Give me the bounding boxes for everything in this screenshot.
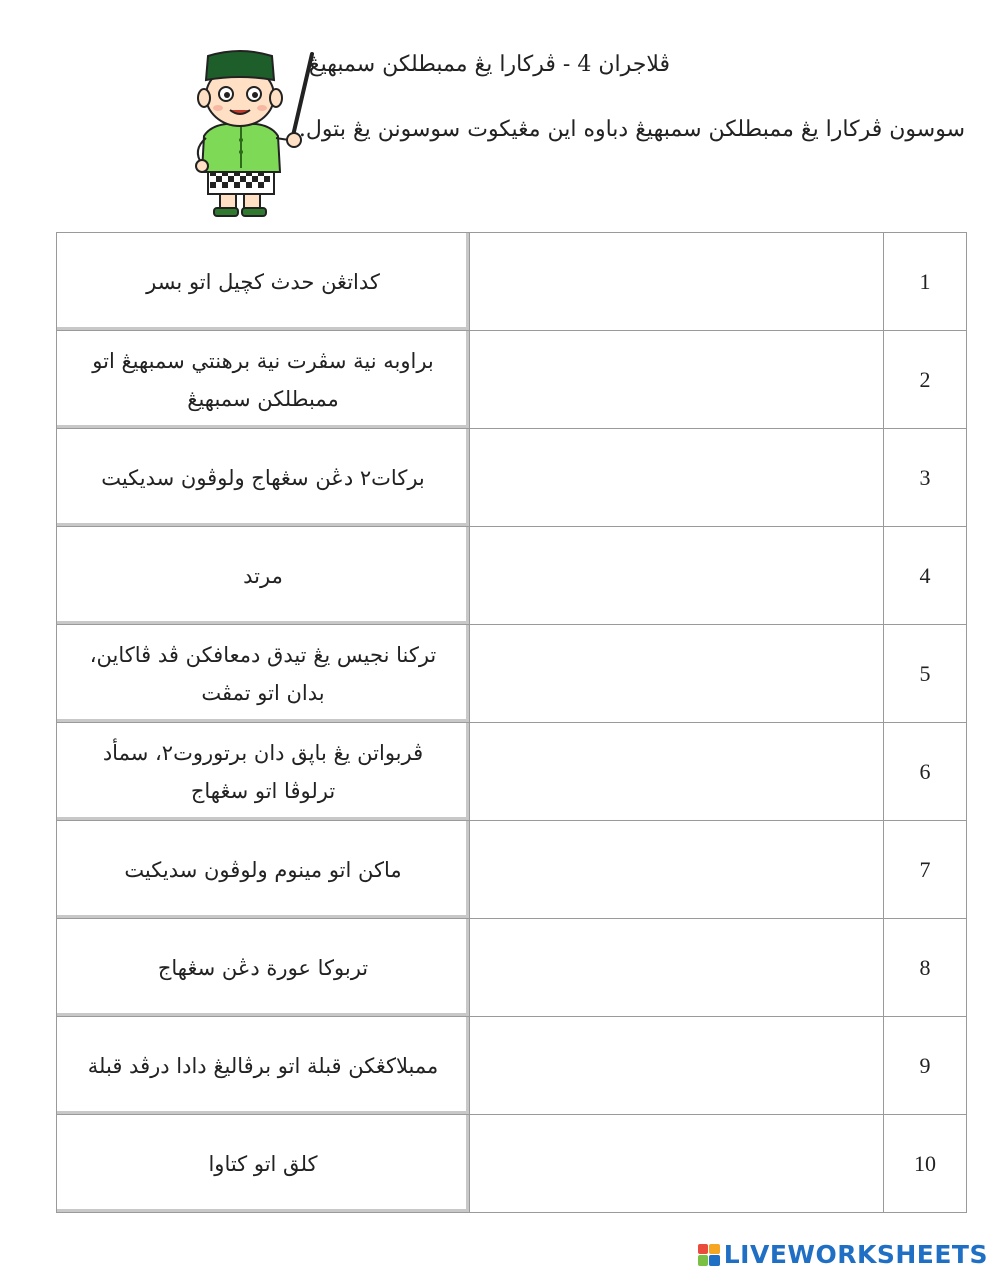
row-number: 9: [884, 1017, 967, 1115]
table-row: [57, 527, 967, 625]
row-number: 1: [884, 233, 967, 331]
answer-dropzone[interactable]: [470, 1115, 884, 1213]
worksheet-header: [0, 0, 1000, 225]
answer-dropzone[interactable]: [470, 821, 884, 919]
answer-input[interactable]: [470, 919, 887, 1016]
row-number: 6: [884, 723, 967, 821]
answer-dropzone[interactable]: [470, 625, 884, 723]
item-text[interactable]: تركنا نجيس يڠ تيدق دمعافكن ڤد ڤاكاين، بدان اتو تمڤت: [57, 625, 470, 723]
row-number: 3: [884, 429, 967, 527]
item-text[interactable]: بركات٢ دڠن سڠهاج ولوڤون سديكيت: [57, 429, 470, 527]
liveworksheets-logo[interactable]: [698, 1240, 988, 1269]
answer-input[interactable]: [470, 1115, 887, 1212]
item-text[interactable]: كلق اتو كتاوا: [57, 1115, 470, 1213]
item-text[interactable]: ماكن اتو مينوم ولوڤون سديكيت: [57, 821, 470, 919]
answer-dropzone[interactable]: [470, 233, 884, 331]
worksheet-title: ڤلاجران 4 - ڤركارا يڠ ممبطلكن سمبهيڠ: [308, 52, 670, 77]
answer-dropzone[interactable]: [470, 527, 884, 625]
item-text[interactable]: كداتڠن حدث كچيل اتو بسر: [57, 233, 470, 331]
answer-input[interactable]: [470, 821, 887, 918]
answer-input[interactable]: [470, 233, 887, 330]
table-row: [57, 429, 967, 527]
row-number: 5: [884, 625, 967, 723]
table-row: [57, 331, 967, 429]
answer-dropzone[interactable]: [470, 1017, 884, 1115]
row-number: 7: [884, 821, 967, 919]
table-row: [57, 723, 967, 821]
answer-dropzone[interactable]: [470, 919, 884, 1017]
answer-input[interactable]: [470, 331, 887, 428]
answer-input[interactable]: [470, 1017, 887, 1114]
answer-input[interactable]: [470, 527, 887, 624]
item-text[interactable]: ڤربواتن يڠ باپق دان برتوروت٢، سمأد ترلوڤا اتو سڠهاج: [57, 723, 470, 821]
answer-input[interactable]: [470, 429, 887, 526]
table-row: [57, 1115, 967, 1213]
row-number: 2: [884, 331, 967, 429]
liveworksheets-logo-icon: [698, 1244, 720, 1266]
logo-text: LIVEWORKSHEETS: [723, 1240, 988, 1269]
row-number: 8: [884, 919, 967, 1017]
table-row: [57, 919, 967, 1017]
table-row: [57, 821, 967, 919]
answer-input[interactable]: [470, 625, 887, 722]
answer-dropzone[interactable]: [470, 429, 884, 527]
answer-dropzone[interactable]: [470, 331, 884, 429]
worksheet-instruction: سوسون ڤركارا يڠ ممبطلكن سمبهيڠ دباوه اين مڠيكوت سوسونن يڠ بتول.: [298, 117, 965, 142]
answer-dropzone[interactable]: [470, 723, 884, 821]
sorting-table: [56, 232, 967, 1213]
row-number: 10: [884, 1115, 967, 1213]
item-text[interactable]: ممبلاكڠكن قبلة اتو برڤاليڠ دادا درڤد قبلة: [57, 1017, 470, 1115]
answer-input[interactable]: [470, 723, 887, 820]
row-number: 4: [884, 527, 967, 625]
item-text[interactable]: براوبه نية سڤرت نية برهنتي سمبهيڠ اتو ممبطلكن سمبهيڠ: [57, 331, 470, 429]
item-text[interactable]: مرتد: [57, 527, 470, 625]
table-row: [57, 1017, 967, 1115]
table-row: [57, 233, 967, 331]
item-text[interactable]: تربوكا عورة دڠن سڠهاج: [57, 919, 470, 1017]
table-row: [57, 625, 967, 723]
